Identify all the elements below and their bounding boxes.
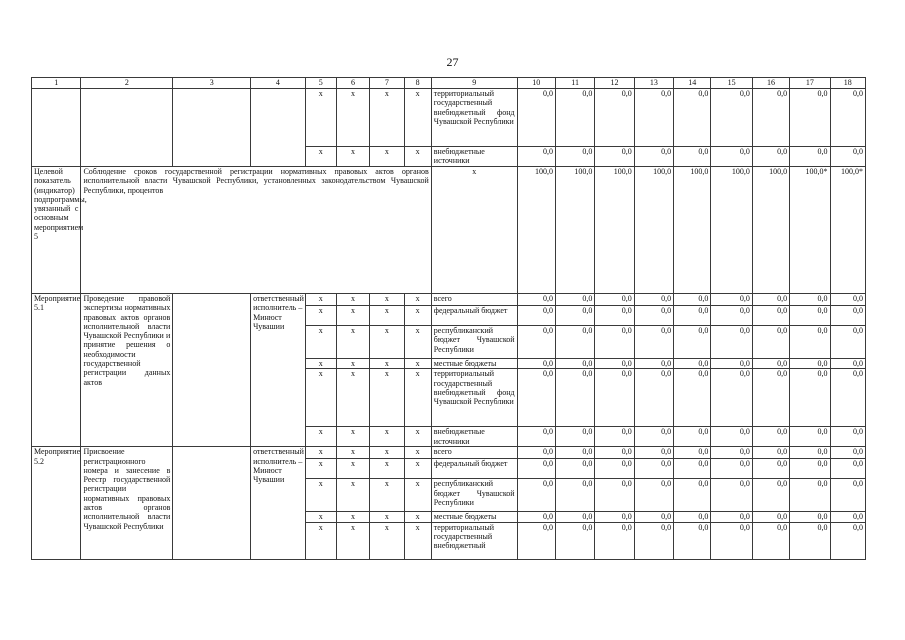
value-cell: 0,0 [830,147,865,167]
value-cell: 0,0 [634,447,673,459]
value-cell: 0,0 [711,479,752,512]
x-mark-cell: х [370,369,404,427]
x-mark-cell: х [404,147,431,167]
x-mark-cell: х [336,89,369,147]
column-number-cell: 6 [336,78,369,89]
value-cell: 0,0 [634,147,673,167]
value-cell: 0,0 [830,427,865,447]
x-mark-cell: х [404,447,431,459]
x-mark-cell: х [370,459,404,479]
table-row [32,89,866,147]
column-number-cell: 10 [517,78,555,89]
value-cell: 0,0 [830,479,865,512]
x-mark-cell: х [305,306,336,326]
value-cell: 0,0 [752,522,789,559]
value-cell: 100,0 [634,167,673,294]
value-cell: 0,0 [634,427,673,447]
value-cell: 0,0 [595,326,634,359]
value-cell: 0,0 [830,459,865,479]
x-mark-cell: х [370,294,404,306]
value-cell: 0,0 [595,479,634,512]
value-cell: 0,0 [674,294,711,306]
value-cell: 0,0 [634,479,673,512]
value-cell: 100,0 [752,167,789,294]
funding-source-cell: местные бюджеты [431,359,517,369]
value-cell: 0,0 [711,359,752,369]
value-cell: 0,0 [555,512,594,522]
value-cell: 0,0 [830,326,865,359]
x-mark-cell: х [336,359,369,369]
empty-cell [32,89,81,167]
value-cell: 0,0 [752,326,789,359]
value-cell: 0,0 [711,447,752,459]
x-mark-cell: х [305,369,336,427]
x-mark-cell: х [305,522,336,559]
x-mark-cell: х [336,522,369,559]
value-cell: 0,0 [634,306,673,326]
table-row [32,447,866,459]
value-cell: 0,0 [790,89,830,147]
value-cell: 0,0 [555,89,594,147]
x-mark-cell: х [404,369,431,427]
value-cell: 0,0 [517,326,555,359]
value-cell: 0,0 [517,479,555,512]
value-cell: 0,0 [711,306,752,326]
column-number-cell: 17 [790,78,830,89]
x-mark-cell: х [370,359,404,369]
value-cell: 0,0 [790,294,830,306]
value-cell: 0,0 [634,89,673,147]
x-mark-cell: х [305,359,336,369]
x-mark-cell: х [336,326,369,359]
value-cell: 0,0 [674,359,711,369]
value-cell: 0,0 [752,512,789,522]
value-cell: 0,0 [674,306,711,326]
value-cell: 0,0 [674,427,711,447]
value-cell: 0,0 [595,147,634,167]
x-mark-cell: х [370,447,404,459]
value-cell: 0,0 [555,459,594,479]
x-mark-cell: х [336,294,369,306]
value-cell: 0,0 [595,369,634,427]
x-mark-cell: х [370,326,404,359]
executor-cell: ответственный исполнитель – Минюст Чувашии [251,447,306,559]
value-cell: 0,0 [555,326,594,359]
funding-source-cell: территориальный государственный внебюджетный фонд Чувашской Республики [431,89,517,147]
column-number-cell: 3 [173,78,251,89]
value-cell: 100,0* [830,167,865,294]
x-mark-cell: х [336,447,369,459]
x-mark-cell: х [404,294,431,306]
value-cell: 0,0 [830,512,865,522]
value-cell: 0,0 [595,294,634,306]
x-mark-cell: х [404,306,431,326]
funding-source-cell: внебюджетные источники [431,427,517,447]
value-cell: 100,0 [595,167,634,294]
value-cell: 0,0 [517,459,555,479]
table-row [32,294,866,306]
indicator-text-cell: Соблюдение сроков государственной регистрации нормативных правовых актов органов исполнительной власти Чувашской Республики, установленных законодательством Чувашской Республики, процентов [81,167,431,294]
value-cell: 100,0 [711,167,752,294]
column-number-cell: 14 [674,78,711,89]
column-number-cell: 5 [305,78,336,89]
value-cell: 0,0 [752,447,789,459]
x-mark-cell: х [404,522,431,559]
value-cell: 0,0 [674,512,711,522]
x-mark-cell: х [336,479,369,512]
x-mark-cell: х [336,369,369,427]
value-cell: 0,0 [711,522,752,559]
column-number-cell: 12 [595,78,634,89]
value-cell: 0,0 [595,306,634,326]
x-mark-cell: х [370,147,404,167]
value-cell: 0,0 [830,369,865,427]
value-cell: 0,0 [595,89,634,147]
x-mark-cell: х [336,147,369,167]
value-cell: 0,0 [517,306,555,326]
value-cell: 0,0 [555,306,594,326]
x-mark-cell: х [370,89,404,147]
value-cell: 0,0 [555,522,594,559]
value-cell: 0,0 [674,369,711,427]
indicator-row [32,167,866,294]
header-row [32,78,866,89]
value-cell: 0,0 [674,522,711,559]
value-cell: 0,0 [752,306,789,326]
x-mark-cell: х [336,306,369,326]
value-cell: 0,0 [517,359,555,369]
funding-source-cell: территориальный государственный внебюджетный [431,522,517,559]
x-mark-cell: х [305,326,336,359]
value-cell: 0,0 [555,294,594,306]
value-cell: 0,0 [595,512,634,522]
x-mark-cell: х [370,479,404,512]
empty-cell [81,89,173,167]
value-cell: 0,0 [711,427,752,447]
value-cell: 0,0 [595,522,634,559]
x-mark-cell: х [305,147,336,167]
value-cell: 0,0 [790,522,830,559]
column-number-cell: 16 [752,78,789,89]
page-number: 27 [446,55,459,69]
x-mark-cell: х [305,512,336,522]
x-mark-cell: х [404,512,431,522]
value-cell: 0,0 [752,369,789,427]
x-mark-cell: х [305,294,336,306]
value-cell: 0,0 [830,306,865,326]
value-cell: 0,0 [595,359,634,369]
funding-source-cell: всего [431,447,517,459]
value-cell: 0,0 [752,89,789,147]
value-cell: 0,0 [790,369,830,427]
value-cell: 0,0 [752,427,789,447]
x-mark-cell: х [404,459,431,479]
value-cell: 0,0 [674,459,711,479]
x-mark-cell: х [370,512,404,522]
x-mark-cell: х [305,459,336,479]
value-cell: 100,0 [674,167,711,294]
value-cell: 0,0 [517,522,555,559]
value-cell: 0,0 [517,369,555,427]
value-cell: 0,0 [634,459,673,479]
value-cell: 0,0 [790,512,830,522]
value-cell: 0,0 [517,89,555,147]
executor-cell: ответственный исполнитель – Минюст Чувашии [251,294,306,447]
x-mark-cell: х [336,512,369,522]
value-cell: 0,0 [752,294,789,306]
value-cell: 0,0 [830,522,865,559]
event-name-cell: Присвоение регистрационного номера и занесение в Реестр государственной регистрации нормативных правовых актов органов исполнительной власти Чувашской Республики [81,447,173,559]
value-cell: 100,0* [790,167,830,294]
value-cell: 0,0 [674,447,711,459]
value-cell: 0,0 [830,359,865,369]
value-cell: 0,0 [634,326,673,359]
funding-source-cell: федеральный бюджет [431,459,517,479]
value-cell: 0,0 [711,294,752,306]
empty-cell [173,89,251,167]
value-cell: 0,0 [517,147,555,167]
empty-cell [173,447,251,559]
value-cell: 0,0 [555,369,594,427]
value-cell: 0,0 [595,447,634,459]
value-cell: 0,0 [711,459,752,479]
value-cell: 0,0 [711,147,752,167]
column-number-cell: 15 [711,78,752,89]
indicator-label-cell: Целевой показатель (индикатор) подпрограммы, увязанный с основным мероприятием 5 [32,167,81,294]
funding-source-cell: внебюджетные источники [431,147,517,167]
value-cell: 0,0 [595,427,634,447]
funding-source-cell: территориальный государственный внебюджетный фонд Чувашской Республики [431,369,517,427]
x-mark-cell: х [305,447,336,459]
column-number-cell: 18 [830,78,865,89]
value-cell: 0,0 [790,427,830,447]
x-mark-cell: х [305,479,336,512]
value-cell: 0,0 [555,359,594,369]
funding-source-cell: республиканский бюджет Чувашской Республики [431,479,517,512]
value-cell: 0,0 [555,147,594,167]
column-number-cell: 8 [404,78,431,89]
x-mark-cell: х [404,427,431,447]
x-mark-cell: х [404,359,431,369]
value-cell: 0,0 [517,294,555,306]
value-cell: 0,0 [790,447,830,459]
value-cell: 0,0 [634,369,673,427]
funding-source-cell: федеральный бюджет [431,306,517,326]
value-cell: 0,0 [830,89,865,147]
value-cell: 0,0 [752,459,789,479]
x-mark-cell: х [336,427,369,447]
x-mark-cell: х [431,167,517,294]
column-number-cell: 11 [555,78,594,89]
value-cell: 0,0 [634,522,673,559]
column-number-cell: 2 [81,78,173,89]
value-cell: 0,0 [555,479,594,512]
x-mark-cell: х [370,306,404,326]
x-mark-cell: х [404,326,431,359]
column-number-cell: 13 [634,78,673,89]
value-cell: 0,0 [711,512,752,522]
value-cell: 0,0 [634,294,673,306]
value-cell: 0,0 [830,447,865,459]
value-cell: 0,0 [674,147,711,167]
event-name-cell: Проведение правовой экспертизы нормативных правовых актов органов исполнительной власти Чувашской Республики и принятие решения о необходимости государственной регистрации данных актов [81,294,173,447]
x-mark-cell: х [305,89,336,147]
budget-table [31,77,866,560]
x-mark-cell: х [404,479,431,512]
value-cell: 0,0 [711,89,752,147]
value-cell: 0,0 [517,512,555,522]
x-mark-cell: х [336,459,369,479]
x-mark-cell: х [305,427,336,447]
x-mark-cell: х [404,89,431,147]
value-cell: 0,0 [555,447,594,459]
value-cell: 0,0 [634,359,673,369]
empty-cell [251,89,306,167]
value-cell: 0,0 [517,447,555,459]
event-id-cell: Мероприятие 5.2 [32,447,81,559]
x-mark-cell: х [370,427,404,447]
column-number-cell: 9 [431,78,517,89]
value-cell: 100,0 [517,167,555,294]
column-number-cell: 1 [32,78,81,89]
value-cell: 0,0 [555,427,594,447]
value-cell: 0,0 [634,512,673,522]
value-cell: 0,0 [517,427,555,447]
value-cell: 0,0 [711,326,752,359]
value-cell: 0,0 [790,147,830,167]
value-cell: 0,0 [790,479,830,512]
value-cell: 0,0 [711,369,752,427]
empty-cell [173,294,251,447]
event-id-cell: Мероприятие 5.1 [32,294,81,447]
funding-source-cell: всего [431,294,517,306]
value-cell: 0,0 [674,326,711,359]
funding-source-cell: местные бюджеты [431,512,517,522]
value-cell: 0,0 [752,359,789,369]
value-cell: 0,0 [752,479,789,512]
column-number-cell: 4 [251,78,306,89]
funding-source-cell: республиканский бюджет Чувашской Республики [431,326,517,359]
x-mark-cell: х [370,522,404,559]
value-cell: 0,0 [830,294,865,306]
value-cell: 0,0 [674,89,711,147]
value-cell: 100,0 [555,167,594,294]
value-cell: 0,0 [790,459,830,479]
value-cell: 0,0 [790,306,830,326]
value-cell: 0,0 [674,479,711,512]
value-cell: 0,0 [790,359,830,369]
value-cell: 0,0 [752,147,789,167]
value-cell: 0,0 [595,459,634,479]
value-cell: 0,0 [790,326,830,359]
column-number-cell: 7 [370,78,404,89]
